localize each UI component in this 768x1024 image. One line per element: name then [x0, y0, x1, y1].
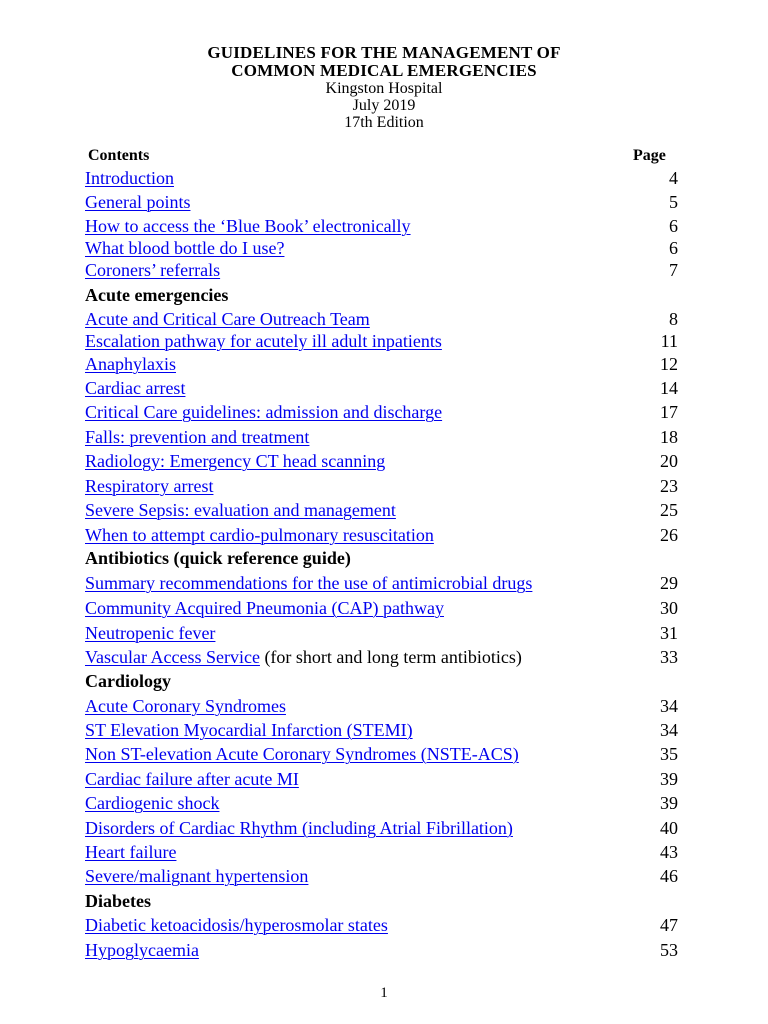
toc-page-number: 46: [660, 866, 678, 886]
toc-entry: [85, 426, 678, 448]
toc-entry: [85, 622, 678, 644]
toc-page-number: 18: [660, 427, 678, 447]
toc-page-number: 40: [660, 818, 678, 838]
toc-link-blue-book-access[interactable]: How to access the ‘Blue Book’ electronically: [85, 216, 411, 236]
toc-page-number: 8: [669, 309, 678, 329]
toc-entry: [85, 817, 678, 839]
toc-link-cardiac-failure-after-mi[interactable]: Cardiac failure after acute MI: [85, 769, 299, 789]
toc-page-number: 5: [669, 192, 678, 212]
toc-entry: [85, 524, 678, 546]
toc-page-number: 6: [669, 216, 678, 236]
toc-link-severe-sepsis[interactable]: Severe Sepsis: evaluation and management: [85, 500, 396, 520]
toc-entry: [85, 597, 678, 619]
toc-page-number: 29: [660, 573, 678, 593]
toc-page-number: 31: [660, 623, 678, 643]
toc-link-malignant-hypertension[interactable]: Severe/malignant hypertension: [85, 866, 309, 886]
toc-entry: [85, 572, 678, 594]
toc-page-number: 6: [669, 238, 678, 258]
toc-link-critical-care-guidelines[interactable]: Critical Care guidelines: admission and discharge: [85, 402, 443, 422]
toc-entry: [85, 695, 678, 717]
section-heading-acute-emergencies: Acute emergencies: [85, 285, 229, 305]
toc-link-hypoglycaemia[interactable]: Hypoglycaemia: [85, 940, 199, 960]
toc-link-cardiac-arrest[interactable]: Cardiac arrest: [85, 378, 186, 398]
toc-page-number: 26: [660, 525, 678, 545]
toc-page-number: 4: [669, 168, 678, 188]
toc-link-introduction[interactable]: Introduction: [85, 168, 174, 188]
toc-link-cap-pathway[interactable]: Community Acquired Pneumonia (CAP) pathway: [85, 598, 444, 618]
toc-entry: [85, 768, 678, 790]
section-heading-antibiotics: Antibiotics (quick reference guide): [85, 548, 351, 568]
toc-link-anaphylaxis[interactable]: Anaphylaxis: [85, 354, 176, 374]
toc-link-antimicrobial-summary[interactable]: Summary recommendations for the use of antimicrobial drugs: [85, 573, 533, 593]
document-title-line-2: COMMON MEDICAL EMERGENCIES: [231, 61, 537, 80]
toc-entry-note: (for short and long term antibiotics): [259, 647, 522, 667]
footer-page-number: 1: [380, 985, 388, 1001]
toc-page-number: 14: [660, 378, 678, 398]
toc-link-respiratory-arrest[interactable]: Respiratory arrest: [85, 476, 214, 496]
toc-page-number: 12: [660, 354, 678, 374]
toc-entry: [85, 743, 678, 765]
toc-entry: [85, 330, 678, 352]
toc-entry: [85, 259, 678, 281]
toc-page-number: 39: [660, 769, 678, 789]
toc-entry: [85, 499, 678, 521]
toc-page-number: 23: [660, 476, 678, 496]
publication-date: July 2019: [352, 97, 416, 114]
toc-link-falls[interactable]: Falls: prevention and treatment: [85, 427, 310, 447]
toc-link-diabetic-ketoacidosis[interactable]: Diabetic ketoacidosis/hyperosmolar states: [85, 915, 388, 935]
toc-page-number: 47: [660, 915, 678, 935]
toc-entry: [85, 167, 678, 189]
toc-entry: [85, 475, 678, 497]
toc-page-number: 11: [660, 331, 678, 351]
contents-heading: Contents: [88, 147, 150, 164]
toc-page-number: 53: [660, 940, 678, 960]
toc-link-general-points[interactable]: General points: [85, 192, 191, 212]
toc-entry: [85, 450, 678, 472]
toc-page-number: 34: [660, 720, 678, 740]
toc-entry: [85, 237, 678, 259]
section-heading-diabetes: Diabetes: [85, 891, 151, 911]
toc-entry: [85, 308, 678, 330]
toc-entry: [85, 646, 678, 668]
hospital-name: Kingston Hospital: [325, 80, 443, 97]
toc-page-number: 7: [669, 260, 678, 280]
edition: 17th Edition: [344, 114, 424, 131]
toc-entry: [85, 865, 678, 887]
toc-link-cpr[interactable]: When to attempt cardio-pulmonary resuscitation: [85, 525, 434, 545]
toc-link-stemi[interactable]: ST Elevation Myocardial Infarction (STEMI): [85, 720, 413, 740]
toc-page-number: 39: [660, 793, 678, 813]
toc-link-neutropenic-fever[interactable]: Neutropenic fever: [85, 623, 216, 643]
toc-entry: [85, 792, 678, 814]
document-title-line-1: GUIDELINES FOR THE MANAGEMENT OF: [207, 43, 561, 62]
toc-entry: [85, 401, 678, 423]
toc-page-number: 30: [660, 598, 678, 618]
page-column-heading: Page: [633, 147, 666, 164]
toc-link-escalation-pathway[interactable]: Escalation pathway for acutely ill adult inpatients: [85, 331, 442, 351]
toc-page-number: 43: [660, 842, 678, 862]
toc-page-number: 17: [660, 402, 678, 422]
toc-link-ct-head-scanning[interactable]: Radiology: Emergency CT head scanning: [85, 451, 386, 471]
toc-entry: [85, 191, 678, 213]
toc-entry: [85, 914, 678, 936]
document-header: [0, 44, 768, 131]
toc-link-vascular-access[interactable]: Vascular Access Service: [85, 647, 260, 667]
toc-link-cardiogenic-shock[interactable]: Cardiogenic shock: [85, 793, 220, 813]
toc-link-coroners-referrals[interactable]: Coroners’ referrals: [85, 260, 221, 280]
toc-page-number: 25: [660, 500, 678, 520]
toc-link-acute-coronary-syndromes[interactable]: Acute Coronary Syndromes: [85, 696, 286, 716]
toc-page-number: 33: [660, 647, 678, 667]
toc-link-outreach-team[interactable]: Acute and Critical Care Outreach Team: [85, 309, 370, 329]
toc-entry: [85, 719, 678, 741]
toc-link-nste-acs[interactable]: Non ST-elevation Acute Coronary Syndromes (NSTE-ACS): [85, 744, 519, 764]
toc-entry: [85, 353, 678, 375]
toc-page-number: 34: [660, 696, 678, 716]
toc-entry: [85, 841, 678, 863]
toc-page-number: 35: [660, 744, 678, 764]
toc-entry: [85, 377, 678, 399]
section-heading-cardiology: Cardiology: [85, 671, 172, 691]
toc-entry: [85, 939, 678, 961]
toc-link-heart-failure[interactable]: Heart failure: [85, 842, 177, 862]
toc-link-cardiac-rhythm-disorders[interactable]: Disorders of Cardiac Rhythm (including Atrial Fibrillation): [85, 818, 513, 838]
toc-entry: [85, 215, 678, 237]
toc-link-blood-bottle[interactable]: What blood bottle do I use?: [85, 238, 285, 258]
toc-page-number: 20: [660, 451, 678, 471]
